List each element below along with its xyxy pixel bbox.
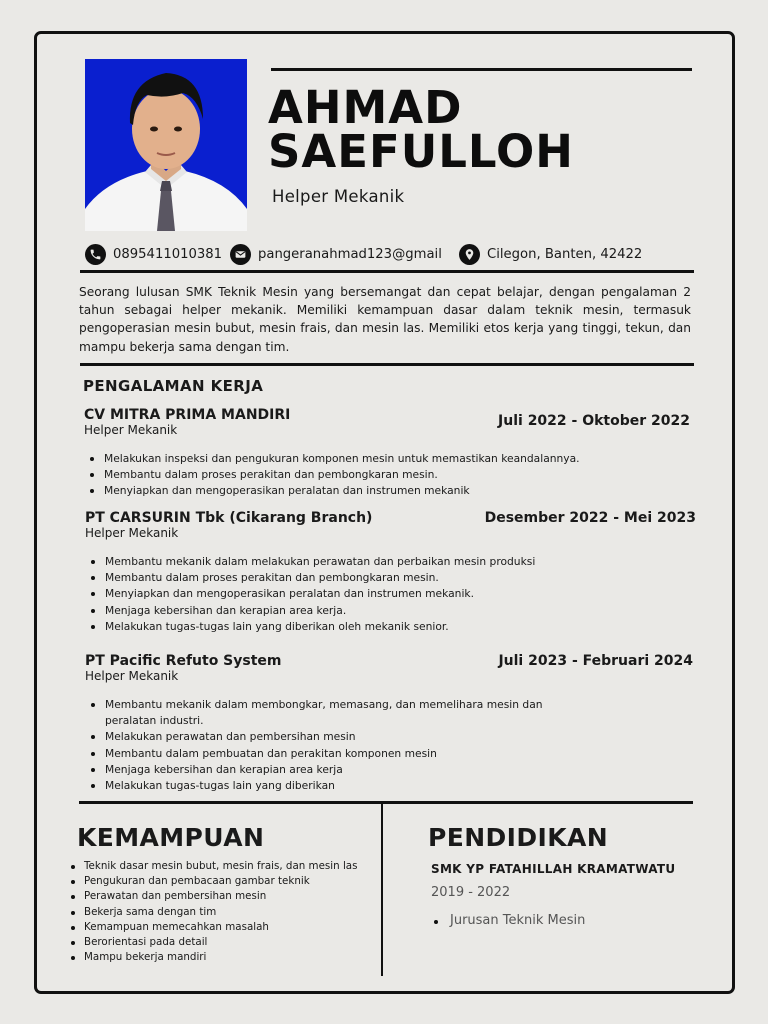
- phone-icon: [85, 244, 106, 265]
- list-item: Perawatan dan pembersihan mesin: [69, 889, 375, 904]
- school-name: SMK YP FATAHILLAH KRAMATWATU: [431, 862, 676, 876]
- skills-list: [69, 859, 375, 965]
- experience-divider: [79, 801, 693, 804]
- job-dates: Juli 2023 - Februari 2024: [498, 653, 693, 669]
- job-company: CV MITRA PRIMA MANDIRI: [84, 407, 291, 423]
- list-item: Menyiapkan dan mengoperasikan peralatan dan instrumen mekanik: [85, 483, 685, 499]
- contact-email: [230, 242, 442, 266]
- candidate-name: [268, 81, 574, 178]
- summary-divider: [80, 363, 694, 366]
- list-item: Melakukan tugas-tugas lain yang diberikan: [86, 778, 576, 794]
- skills-heading: KEMAMPUAN: [77, 823, 265, 852]
- contact-phone: [85, 242, 222, 266]
- education-details: [431, 913, 585, 928]
- job-dates: Desember 2022 - Mei 2023: [484, 510, 696, 526]
- list-item: Membantu dalam proses perakitan dan pembongkaran mesin.: [86, 570, 686, 586]
- list-item: Menjaga kebersihan dan kerapian area kerja: [86, 762, 576, 778]
- list-item: [431, 913, 585, 928]
- list-item: Pengukuran dan pembacaan gambar teknik: [69, 874, 375, 889]
- job-bullets: [85, 451, 685, 500]
- list-item: Menjaga kebersihan dan kerapian area kerja.: [86, 603, 686, 619]
- list-item: Bekerja sama dengan tim: [69, 905, 375, 920]
- email-address[interactable]: pangeranahmad123@gmail: [258, 246, 442, 262]
- contact-divider: [80, 270, 694, 273]
- job-role: Helper Mekanik: [84, 423, 178, 437]
- contact-row: [85, 242, 695, 266]
- job-company: PT CARSURIN Tbk (Cikarang Branch): [85, 510, 373, 526]
- list-item: Menyiapkan dan mengoperasikan peralatan dan instrumen mekanik.: [86, 586, 686, 602]
- education-major: Jurusan Teknik Mesin: [450, 913, 586, 928]
- job-title: Helper Mekanik: [272, 187, 405, 206]
- list-item: Membantu mekanik dalam membongkar, memasang, dan memelihara mesin dan peralatan industri.: [86, 697, 576, 729]
- job-company: PT Pacific Refuto System: [85, 653, 282, 669]
- job-role: Helper Mekanik: [85, 526, 179, 540]
- list-item: Melakukan tugas-tugas lain yang diberikan oleh mekanik senior.: [86, 619, 686, 635]
- list-item: Melakukan inspeksi dan pengukuran komponen mesin untuk memastikan keandalannya.: [85, 451, 685, 467]
- job-dates: Juli 2022 - Oktober 2022: [498, 413, 690, 429]
- bullet-dot: [434, 920, 438, 924]
- phone-number[interactable]: 0895411010381: [113, 246, 223, 262]
- column-divider: [381, 804, 383, 976]
- location-text: Cilegon, Banten, 42422: [487, 246, 643, 262]
- list-item: Berorientasi pada detail: [69, 935, 375, 950]
- last-name: SAEFULLOH: [268, 125, 574, 178]
- first-name: AHMAD: [268, 81, 463, 134]
- header-rule: [271, 68, 692, 71]
- job-role: Helper Mekanik: [85, 669, 179, 683]
- location-pin-icon: [459, 244, 480, 265]
- list-item: Membantu mekanik dalam melakukan perawatan dan perbaikan mesin produksi: [86, 554, 686, 570]
- job-bullets: [86, 554, 686, 635]
- experience-heading: PENGALAMAN KERJA: [83, 377, 264, 395]
- list-item: Membantu dalam proses perakitan dan pembongkaran mesin.: [85, 467, 685, 483]
- education-years: 2019 - 2022: [431, 885, 511, 900]
- mail-icon: [230, 244, 251, 265]
- list-item: Melakukan perawatan dan pembersihan mesin: [86, 729, 576, 745]
- job-bullets: [86, 697, 576, 794]
- contact-location: [459, 242, 642, 266]
- profile-photo-illustration: [85, 59, 247, 231]
- education-heading: PENDIDIKAN: [428, 823, 609, 852]
- list-item: Kemampuan memecahkan masalah: [69, 920, 375, 935]
- list-item: Teknik dasar mesin bubut, mesin frais, dan mesin las: [69, 859, 375, 874]
- list-item: Membantu dalam pembuatan dan perakitan komponen mesin: [86, 746, 576, 762]
- list-item: Mampu bekerja mandiri: [69, 950, 375, 965]
- profile-photo: [85, 59, 247, 231]
- profile-summary: Seorang lulusan SMK Teknik Mesin yang bersemangat dan cepat belajar, dengan pengalaman 2 tahun sebagai helper mekanik. Memiliki kemampuan dasar dalam teknik mesin, termasuk pengoperasian mesin bubut, mesin frais, dan mesin las. Memiliki etos kerja yang tinggi, tekun, dan mampu bekerja sama dengan tim.: [79, 285, 691, 354]
